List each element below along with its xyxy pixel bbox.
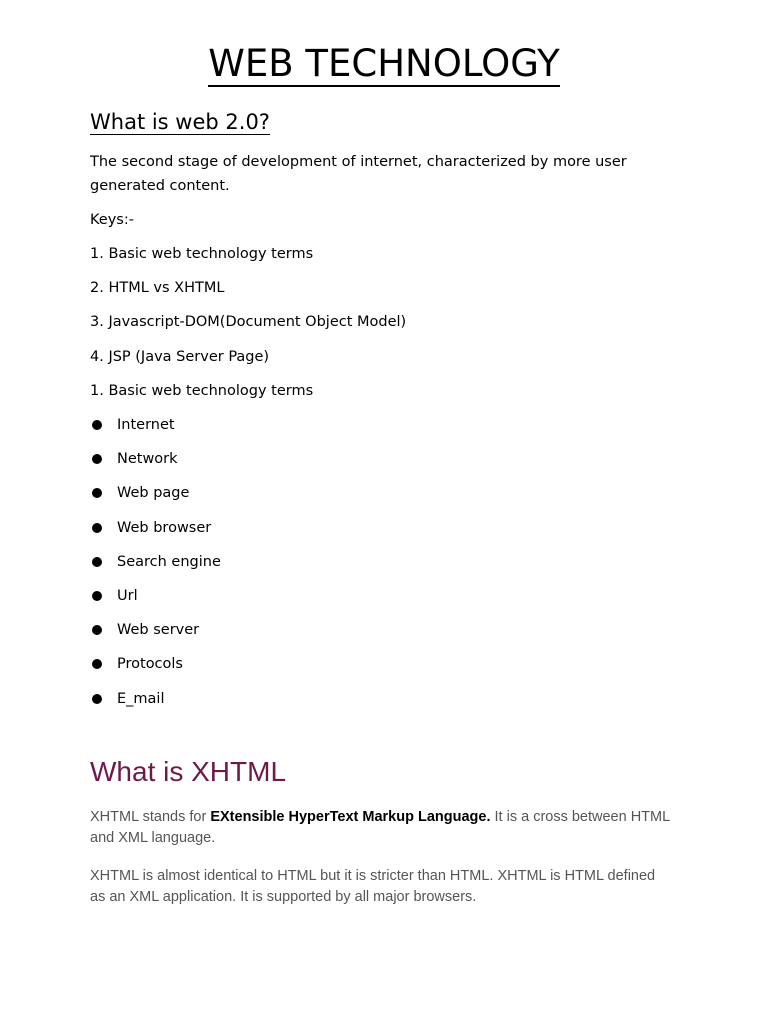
intro-line-1: The second stage of development of internet, characterized by more user — [90, 154, 627, 170]
bullet-icon — [92, 488, 102, 498]
key-item-1: 1. Basic web technology terms — [90, 246, 314, 262]
list-item: Web page — [90, 481, 221, 515]
bullet-icon — [92, 694, 102, 704]
list-item: Internet — [90, 413, 221, 447]
list-item: Web server — [90, 618, 221, 652]
bullet-icon — [92, 591, 102, 601]
xhtml-description-paragraph: XHTML is almost identical to HTML but it is stricter than HTML. XHTML is HTML defined as an XML application. It is supported by all major browsers. — [90, 868, 656, 905]
list-item: Url — [90, 584, 221, 618]
bullet-icon — [92, 523, 102, 533]
key-item-3: 3. Javascript-DOM(Document Object Model) — [90, 314, 407, 330]
list-item: Network — [90, 447, 221, 481]
bullet-icon — [92, 557, 102, 567]
xhtml-full-name: EXtensible HyperText Markup Language. — [210, 809, 491, 825]
list-item: E_mail — [90, 687, 221, 721]
bullet-icon — [92, 659, 102, 669]
intro-line-2: generated content. — [90, 178, 230, 194]
bullet-icon — [92, 454, 102, 464]
list-item: Search engine — [90, 550, 221, 584]
xhtml-definition-paragraph: XHTML stands for EXtensible HyperText Markup Language. It is a cross between HTML and XML language. — [90, 809, 671, 846]
document-title: WEB TECHNOLOGY — [208, 42, 560, 85]
keys-label: Keys:- — [90, 212, 134, 228]
key-item-4: 4. JSP (Java Server Page) — [90, 349, 270, 365]
key-item-2: 2. HTML vs XHTML — [90, 280, 225, 296]
bullet-icon — [92, 420, 102, 430]
list-item: Protocols — [90, 652, 221, 686]
list-item: Web browser — [90, 516, 221, 550]
intro-paragraph — [90, 150, 650, 198]
subheading-basic-terms: 1. Basic web technology terms — [90, 383, 314, 399]
bullet-icon — [92, 625, 102, 635]
section-heading-xhtml: What is XHTML — [90, 756, 287, 787]
terms-list — [90, 413, 221, 721]
section-heading-web2: What is web 2.0? — [90, 110, 270, 134]
